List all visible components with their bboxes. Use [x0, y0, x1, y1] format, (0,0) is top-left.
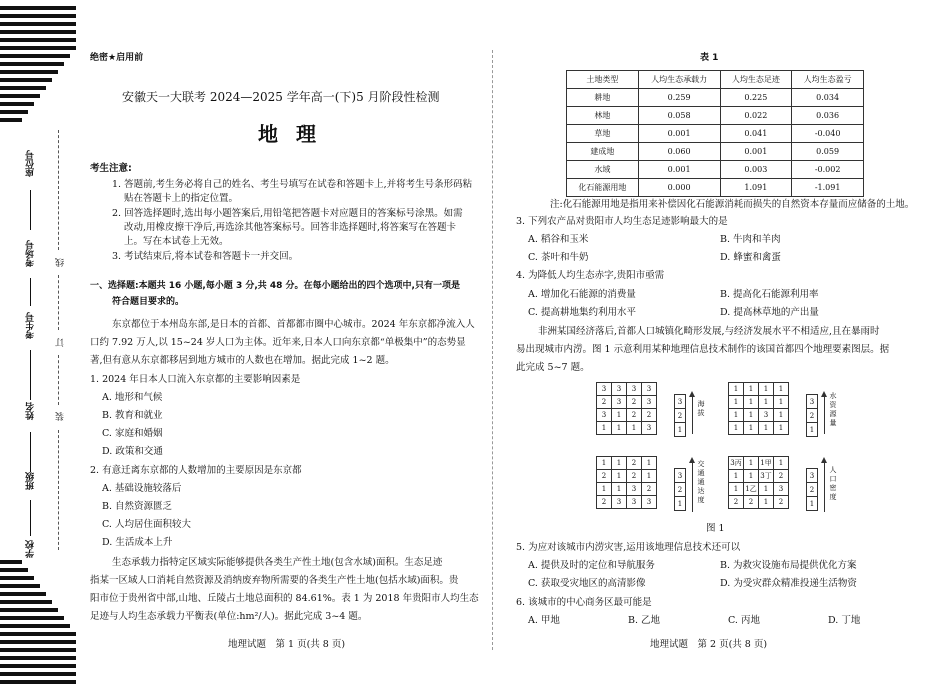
notice-title: 考生注意:: [90, 163, 132, 174]
grid-cell: 3: [597, 383, 612, 396]
table-cell: 水域: [567, 161, 639, 179]
grid-cell: 2: [627, 457, 642, 470]
grid-cell: 3: [612, 496, 627, 509]
table-cell: -1.091: [792, 179, 864, 197]
passage-line: 口约 7.92 万人,以 15~24 岁人口为主体。近年来,日本人口向东京都“单极集中”的态势显: [90, 337, 466, 348]
passage-line: 足迹与人均生态承载力平衡表(单位:hm²/人)。据此完成 3~4 题。: [90, 611, 368, 622]
table-cell: 0.001: [638, 161, 720, 179]
option[interactable]: C. 家庭和婚姻: [102, 428, 163, 439]
class-line[interactable]: [30, 500, 31, 536]
cut-line: [58, 355, 59, 405]
table-cell: 建成地: [567, 143, 639, 161]
grid-cell: 1: [744, 457, 759, 470]
grid-cell: 3: [642, 422, 657, 435]
option[interactable]: B. 为救灾设施布局提供优化方案: [720, 560, 857, 571]
notice-line: 上。写在本试卷上无效。: [124, 236, 229, 247]
grid-cell: 2: [774, 470, 789, 483]
grid-cell: 1: [729, 422, 744, 435]
page-footer: 地理试题 第 2 页(共 8 页): [650, 639, 768, 650]
grid-cell: 1: [597, 457, 612, 470]
option[interactable]: D. 生活成本上升: [102, 537, 173, 548]
section-title: 一、选择题:本题共 16 小题,每小题 3 分,共 48 分。在每小题给出的四个选项中,只有一项是: [90, 281, 460, 291]
legend-cell: 1: [807, 423, 818, 437]
grid-cell: 1: [744, 396, 759, 409]
page-1: [88, 0, 480, 688]
cut-line: [58, 130, 59, 250]
seat-label: 座位号: [26, 150, 36, 177]
grid-cell: 1: [774, 457, 789, 470]
grid-cell: 2: [627, 470, 642, 483]
grid-cell: 1: [729, 483, 744, 496]
layer-label: 人口密度: [829, 466, 837, 502]
name-label: 姓名: [26, 402, 36, 420]
legend-traffic: [674, 468, 686, 511]
grid-cell: 3: [642, 383, 657, 396]
exam-no-label: 考生号: [26, 312, 36, 339]
option[interactable]: A. 甲地: [528, 615, 560, 626]
data-table: [566, 70, 864, 197]
legend-cell: 2: [807, 483, 818, 497]
grid-cell: 3丙: [729, 457, 744, 470]
grid-cell: 1: [774, 383, 789, 396]
option[interactable]: D. 为受灾群众精准投递生活物资: [720, 578, 857, 589]
legend-cell: 2: [807, 409, 818, 423]
figure-caption: 图 1: [706, 523, 725, 534]
grid-cell: 1: [612, 483, 627, 496]
exam-room-label: 考场号: [26, 240, 36, 267]
grid-cell: 1甲: [759, 457, 774, 470]
grid-cell: 2: [597, 396, 612, 409]
grid-cell: 1: [774, 396, 789, 409]
table-cell: 0.003: [720, 161, 792, 179]
table-cell: 0.036: [792, 107, 864, 125]
grid-cell: 1: [729, 409, 744, 422]
grid-cell: 1: [759, 383, 774, 396]
layer-grid-water: [728, 382, 789, 435]
layer-label: 海拔: [697, 400, 705, 418]
table-cell: 林地: [567, 107, 639, 125]
grid-cell: 3: [627, 496, 642, 509]
arrow-up-icon: [692, 462, 693, 512]
grid-cell: 3: [612, 383, 627, 396]
seat-line[interactable]: [30, 190, 31, 230]
grid-cell: 2: [774, 496, 789, 509]
table-cell: -0.002: [792, 161, 864, 179]
grid-cell: 1: [759, 396, 774, 409]
binding-mark-line: 线: [56, 258, 66, 267]
option[interactable]: B. 牛肉和羊肉: [720, 234, 781, 245]
table-cell: 草地: [567, 125, 639, 143]
option[interactable]: C. 获取受灾地区的高清影像: [528, 578, 646, 589]
option[interactable]: C. 提高耕地集约利用水平: [528, 307, 636, 318]
layer-grid-traffic: [596, 456, 657, 509]
binding-mark-order: 订: [56, 338, 66, 347]
grid-cell: 2: [627, 396, 642, 409]
layer-label: 水资源量: [829, 392, 837, 428]
grid-cell: 1: [774, 409, 789, 422]
table-row: [567, 125, 864, 143]
grid-cell: 1: [759, 483, 774, 496]
passage-line: 东京都位于本州岛东部,是日本的首都、首都都市圈中心城市。2024 年东京都净流入人: [112, 319, 475, 330]
cut-line: [58, 430, 59, 550]
legend-cell: 3: [807, 469, 818, 483]
grid-cell: 1: [729, 396, 744, 409]
option[interactable]: A. 基础设施较落后: [102, 483, 182, 494]
grid-cell: 1: [744, 409, 759, 422]
table-row: [567, 161, 864, 179]
option[interactable]: D. 提高林草地的产出量: [720, 307, 819, 318]
legend-water: [806, 394, 818, 437]
grid-cell: 1: [597, 422, 612, 435]
grid-cell: 2: [642, 409, 657, 422]
grid-cell: 1: [642, 470, 657, 483]
name-line[interactable]: [30, 432, 31, 472]
legend-cell: 1: [675, 497, 686, 511]
question-2: 2. 有意迁离东京都的人数增加的主要原因是东京都: [90, 465, 302, 476]
passage-line: 此完成 5~7 题。: [516, 362, 590, 373]
exam-room-line[interactable]: [30, 278, 31, 306]
option[interactable]: A. 增加化石能源的消费量: [528, 289, 636, 300]
table-cell: -0.040: [792, 125, 864, 143]
grid-cell: 1: [642, 457, 657, 470]
grid-cell: 3: [597, 409, 612, 422]
legend-cell: 1: [807, 497, 818, 511]
grid-cell: 1: [612, 470, 627, 483]
secret-label: 绝密★启用前: [90, 53, 144, 63]
option[interactable]: D. 蜂蜜和禽蛋: [720, 252, 781, 263]
passage-line: 指某一区域人口消耗自然资源及消纳废弃物所需要的各类生产性土地(包括水域)面积。贵: [90, 575, 459, 586]
legend-cell: 3: [807, 395, 818, 409]
grid-cell: 1: [759, 422, 774, 435]
legend-elevation: [674, 394, 686, 437]
table-header: 人均生态足迹: [720, 71, 792, 89]
grid-cell: 2: [597, 470, 612, 483]
table-cell: 0.000: [638, 179, 720, 197]
option[interactable]: C. 茶叶和牛奶: [528, 252, 589, 263]
option[interactable]: D. 丁地: [828, 615, 861, 626]
layer-label: 交通通达度: [697, 460, 705, 505]
page-2: [510, 0, 935, 688]
grid-cell: 1: [597, 483, 612, 496]
subject-title: 地理: [258, 122, 334, 146]
table-cell: 0.001: [720, 143, 792, 161]
layer-grid-population: [728, 456, 789, 509]
table-cell: 0.041: [720, 125, 792, 143]
table-title: 表 1: [700, 53, 719, 63]
passage-line: 易出现城市内涝。图 1 示意利用某种地理信息技术制作的该国首都四个地理要素图层。据: [516, 344, 890, 355]
option[interactable]: B. 乙地: [628, 615, 661, 626]
passage-line: 阳市位于贵州省中部,山地、丘陵占土地总面积的 84.61%。表 1 为 2018 年贵阳市人均生态: [90, 593, 479, 604]
table-row: [567, 107, 864, 125]
grid-cell: 1: [774, 422, 789, 435]
table-cell: 0.058: [638, 107, 720, 125]
page-footer: 地理试题 第 1 页(共 8 页): [228, 639, 346, 650]
table-row: [567, 143, 864, 161]
exam-title: 安徽天一大联考 2024—2025 学年高一(下)5 月阶段性检测: [122, 90, 440, 104]
option[interactable]: C. 人均居住面积较大: [102, 519, 191, 530]
arrow-up-icon: [824, 462, 825, 512]
question-5: 5. 为应对该城市内涝灾害,运用该地理信息技术还可以: [516, 542, 741, 553]
notice-line: 改动,用橡皮擦干净后,再选涂其他答案标号。回答非选择题时,将答案写在答题卡: [124, 222, 457, 233]
arrow-up-icon: [824, 396, 825, 434]
grid-cell: 3: [642, 396, 657, 409]
grid-cell: 3丁: [759, 470, 774, 483]
grid-cell: 2: [642, 483, 657, 496]
grid-cell: 1: [729, 470, 744, 483]
grid-cell: 2: [597, 496, 612, 509]
notice-line: 贴在答题卡上的指定位置。: [124, 193, 239, 204]
table-header-row: [567, 71, 864, 89]
table-cell: 1.091: [720, 179, 792, 197]
table-cell: 耕地: [567, 89, 639, 107]
class-label: 班级: [26, 472, 36, 490]
page-divider: [492, 50, 493, 650]
table-cell: 0.001: [638, 125, 720, 143]
exam-no-line[interactable]: [30, 350, 31, 400]
option[interactable]: A. 提供及时的定位和导航服务: [528, 560, 655, 571]
notice-line: 1. 答题前,考生务必将自己的姓名、考生号填写在试卷和答题卡上,并将考生号条形码粘: [112, 179, 473, 190]
notice-line: 3. 考试结束后,将本试卷和答题卡一并交回。: [112, 251, 299, 262]
grid-cell: 1: [612, 457, 627, 470]
grid-cell: 3: [759, 409, 774, 422]
grid-cell: 1: [612, 409, 627, 422]
grid-cell: 1: [729, 383, 744, 396]
question-3: 3. 下列农产品对贵阳市人均生态足迹影响最大的是: [516, 216, 728, 227]
grid-cell: 2: [627, 409, 642, 422]
grid-cell: 1: [744, 470, 759, 483]
table-header: 土地类型: [567, 71, 639, 89]
grid-cell: 1: [744, 422, 759, 435]
grid-cell: 2: [744, 496, 759, 509]
option[interactable]: C. 丙地: [728, 615, 760, 626]
legend-cell: 3: [675, 395, 686, 409]
question-6: 6. 该城市的中心商务区最可能是: [516, 597, 652, 608]
table-cell: 0.259: [638, 89, 720, 107]
table-cell: 0.022: [720, 107, 792, 125]
table-cell: 化石能源用地: [567, 179, 639, 197]
table-cell: 0.225: [720, 89, 792, 107]
option[interactable]: D. 政策和交通: [102, 446, 163, 457]
grid-cell: 2: [729, 496, 744, 509]
legend-cell: 2: [675, 483, 686, 497]
legend-cell: 2: [675, 409, 686, 423]
school-label: 学校: [26, 540, 36, 558]
table-cell: 0.034: [792, 89, 864, 107]
grid-cell: 3: [642, 496, 657, 509]
table-cell: 0.060: [638, 143, 720, 161]
grid-cell: 1: [744, 383, 759, 396]
section-title-cont: 符合题目要求的。: [112, 297, 185, 307]
legend-cell: 1: [675, 423, 686, 437]
question-1: 1. 2024 年日本人口流入东京都的主要影响因素是: [90, 374, 301, 385]
grid-cell: 1: [612, 422, 627, 435]
grid-cell: 3: [627, 383, 642, 396]
passage-line: 非洲某国经济落后,首都人口城镇化畸形发展,与经济发展水平不相适应,且在暴雨时: [538, 326, 880, 337]
cut-line: [58, 275, 59, 330]
option[interactable]: B. 提高化石能源利用率: [720, 289, 819, 300]
table-row: [567, 89, 864, 107]
table-header: 人均生态承载力: [638, 71, 720, 89]
grid-cell: 1: [759, 496, 774, 509]
layer-grid-elevation: [596, 382, 657, 435]
passage-line: 著,但有意从东京都移居到地方城市的人数也在增加。据此完成 1~2 题。: [90, 355, 395, 366]
question-4: 4. 为降低人均生态赤字,贵阳市亟需: [516, 270, 665, 281]
legend-population: [806, 468, 818, 511]
option[interactable]: A. 地形和气候: [102, 392, 163, 403]
table-note: 注:化石能源用地是指用来补偿因化石能源消耗而损失的自然资本存量而应储备的土地。: [550, 199, 915, 210]
table-cell: 0.059: [792, 143, 864, 161]
table-header: 人均生态盈亏: [792, 71, 864, 89]
grid-cell: 1: [627, 422, 642, 435]
option[interactable]: B. 自然资源匮乏: [102, 501, 173, 512]
grid-cell: 3: [612, 396, 627, 409]
passage-line: 生态承载力指特定区域实际能够提供各类生产性土地(包含水域)面积。生态足迹: [112, 557, 443, 568]
option[interactable]: B. 教育和就业: [102, 410, 163, 421]
option[interactable]: A. 稻谷和玉米: [528, 234, 589, 245]
legend-cell: 3: [675, 469, 686, 483]
arrow-up-icon: [692, 396, 693, 434]
grid-cell: 3: [774, 483, 789, 496]
grid-cell: 1乙: [744, 483, 759, 496]
binding-mark-bind: 装: [56, 412, 66, 421]
notice-line: 2. 回答选择题时,选出每小题答案后,用铅笔把答题卡对应题目的答案标号涂黑。如需: [112, 208, 463, 219]
grid-cell: 3: [627, 483, 642, 496]
table-row: [567, 179, 864, 197]
